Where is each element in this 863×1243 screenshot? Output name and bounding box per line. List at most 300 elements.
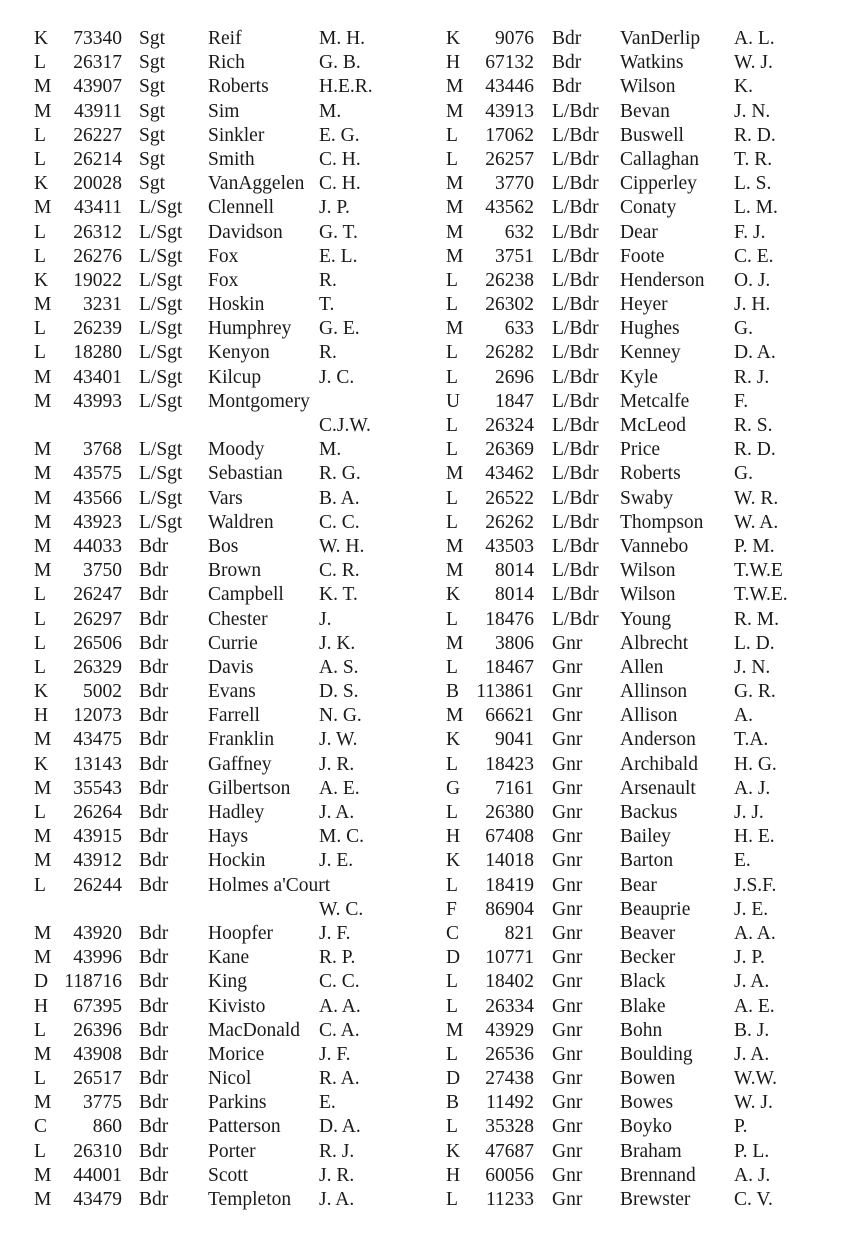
service-prefix: L	[446, 124, 458, 146]
rank: Gnr	[552, 681, 583, 703]
initials: R. D.	[734, 439, 776, 461]
rank: Sgt	[139, 52, 166, 74]
service-number: 26257	[485, 148, 534, 170]
initials: M. H.	[319, 28, 366, 49]
service-number: 9041	[495, 729, 534, 751]
service-number: 3768	[83, 439, 122, 461]
rank: Gnr	[552, 1019, 583, 1041]
surname: Rich	[208, 52, 245, 74]
service-number: 66621	[485, 705, 534, 727]
rank: Sgt	[139, 124, 166, 146]
service-prefix: L	[446, 995, 458, 1017]
service-prefix: M	[446, 560, 464, 582]
service-prefix: M	[446, 705, 464, 727]
service-prefix: M	[34, 197, 52, 219]
initials: M.	[319, 439, 342, 461]
initials: W. C.	[319, 898, 364, 920]
rank: Bdr	[139, 753, 169, 775]
surname: Gaffney	[208, 753, 272, 775]
surname: Watkins	[620, 52, 684, 74]
surname: Anderson	[620, 729, 696, 751]
rank: Bdr	[139, 560, 169, 582]
rank: L/Sgt	[139, 318, 183, 340]
initials: C. C.	[319, 511, 360, 533]
initials: L. S.	[734, 173, 772, 195]
rank: Gnr	[552, 947, 583, 969]
service-prefix: M	[34, 560, 52, 582]
surname: Farrell	[208, 705, 260, 727]
surname: Blake	[620, 995, 666, 1017]
service-prefix: M	[34, 1164, 52, 1186]
service-prefix: M	[34, 463, 52, 485]
surname: Gilbertson	[208, 777, 291, 799]
surname: Kivisto	[208, 995, 266, 1017]
surname: Smith	[208, 148, 255, 170]
rank: Gnr	[552, 1116, 583, 1138]
service-number: 3806	[495, 632, 534, 654]
rank: Sgt	[139, 148, 166, 170]
service-number: 26302	[485, 294, 534, 316]
surname: Brown	[208, 560, 262, 582]
initials: J. F.	[319, 922, 351, 944]
rank: Gnr	[552, 1068, 583, 1090]
initials: M.	[319, 100, 342, 122]
initials: E.	[319, 1092, 336, 1114]
initials: J. K.	[319, 632, 356, 654]
service-prefix: M	[34, 366, 52, 388]
initials: J. P.	[319, 197, 350, 219]
rank: Gnr	[552, 1043, 583, 1065]
service-prefix: L	[34, 1019, 46, 1041]
service-number: 3770	[495, 173, 534, 195]
initials: R. J.	[319, 1140, 355, 1162]
rank: L/Sgt	[139, 390, 183, 412]
service-number: 26310	[73, 1140, 122, 1162]
rank: Sgt	[139, 100, 166, 122]
rank: Bdr	[139, 802, 169, 823]
initials: D. A.	[319, 1116, 361, 1138]
service-prefix: M	[446, 535, 464, 557]
service-prefix: K	[34, 28, 49, 49]
rank: L/Bdr	[552, 318, 599, 340]
service-number: 73340	[73, 28, 122, 49]
service-prefix: M	[446, 173, 464, 195]
surname: Metcalfe	[620, 390, 690, 412]
service-number: 26264	[73, 802, 122, 823]
surname: Hughes	[620, 318, 680, 340]
service-number: 9076	[495, 28, 534, 49]
service-number: 26282	[485, 342, 534, 364]
service-prefix: H	[446, 826, 461, 848]
rank: Sgt	[139, 173, 166, 195]
service-prefix: M	[446, 197, 464, 219]
initials: A. E.	[319, 777, 360, 799]
service-number: 26536	[485, 1043, 534, 1065]
rank: L/Bdr	[552, 294, 599, 316]
rank: Gnr	[552, 802, 583, 823]
service-prefix: K	[34, 173, 49, 195]
service-prefix: H	[446, 1164, 461, 1186]
service-number: 43923	[73, 511, 122, 533]
initials: N. G.	[319, 705, 362, 727]
service-number: 26329	[73, 656, 122, 678]
service-number: 47687	[485, 1140, 534, 1162]
initials: J. A.	[734, 971, 770, 993]
initials: T.W.E	[734, 560, 783, 582]
service-prefix: F	[446, 898, 457, 920]
service-number: 43401	[73, 366, 122, 388]
initials: A. L.	[734, 28, 775, 49]
rank: L/Sgt	[139, 487, 183, 509]
service-prefix: L	[446, 656, 458, 678]
surname: Kenyon	[208, 342, 270, 364]
service-prefix: L	[34, 318, 46, 340]
surname: Black	[620, 971, 666, 993]
surname: VanAggelen	[208, 173, 305, 195]
service-prefix: L	[446, 874, 458, 896]
service-number: 43462	[485, 463, 534, 485]
initials: O. J.	[734, 269, 771, 291]
service-number: 43993	[73, 390, 122, 412]
surname: Reif	[208, 28, 242, 49]
rank: Gnr	[552, 753, 583, 775]
surname: Archibald	[620, 753, 698, 775]
surname: Brennand	[620, 1164, 696, 1186]
rank: L/Sgt	[139, 294, 183, 316]
initials: R. J.	[734, 366, 770, 388]
service-prefix: L	[446, 148, 458, 170]
surname: Price	[620, 439, 661, 461]
service-number: 18476	[485, 608, 534, 630]
service-number: 26297	[73, 608, 122, 630]
initials: K. T.	[319, 584, 358, 606]
service-number: 26522	[485, 487, 534, 509]
service-prefix: M	[446, 100, 464, 122]
service-prefix: L	[446, 802, 458, 823]
surname: Nicol	[208, 1068, 252, 1090]
rank: Bdr	[139, 995, 169, 1017]
service-prefix: M	[446, 318, 464, 340]
rank: L/Sgt	[139, 511, 183, 533]
rank: Bdr	[139, 729, 169, 751]
surname: Scott	[208, 1164, 249, 1186]
surname: Boulding	[620, 1043, 693, 1065]
initials: C. C.	[319, 971, 360, 993]
initials: A. A.	[734, 922, 776, 944]
service-number: 2696	[495, 366, 534, 388]
service-prefix: M	[34, 777, 52, 799]
initials: J. W.	[319, 729, 358, 751]
service-prefix: M	[446, 463, 464, 485]
surname: Roberts	[208, 76, 269, 98]
service-number: 11492	[485, 1092, 534, 1114]
service-number: 113861	[476, 681, 534, 703]
service-number: 5002	[83, 681, 122, 703]
rank: L/Bdr	[552, 221, 599, 243]
surname: Fox	[208, 269, 239, 291]
service-prefix: L	[446, 511, 458, 533]
initials: T.A.	[734, 729, 769, 751]
rank: Sgt	[139, 28, 166, 49]
surname: Wilson	[620, 560, 676, 582]
initials: F.	[734, 390, 749, 412]
service-prefix: L	[34, 52, 46, 74]
initials: B. J.	[734, 1019, 770, 1041]
initials: P. L.	[734, 1140, 770, 1162]
service-number: 18280	[73, 342, 122, 364]
surname: Wilson	[620, 76, 676, 98]
surname: Sim	[208, 100, 240, 122]
surname: Bos	[208, 535, 239, 557]
service-number: 18467	[485, 656, 534, 678]
initials: C. H.	[319, 173, 361, 195]
service-number: 26244	[73, 874, 122, 896]
service-prefix: M	[446, 245, 464, 267]
service-number: 27438	[485, 1068, 534, 1090]
initials: R.	[319, 342, 337, 364]
surname: Montgomery	[208, 390, 310, 412]
rank: Bdr	[139, 584, 169, 606]
service-prefix: L	[446, 269, 458, 291]
surname: Campbell	[208, 584, 284, 606]
service-prefix: L	[34, 802, 46, 823]
rank: Gnr	[552, 826, 583, 848]
initials: J. N.	[734, 100, 771, 122]
service-number: 860	[92, 1116, 122, 1138]
service-prefix: M	[34, 947, 52, 969]
service-number: 20028	[73, 173, 122, 195]
rank: Bdr	[139, 1116, 169, 1138]
service-number: 632	[504, 221, 534, 243]
initials: J. N.	[734, 656, 771, 678]
rank: Gnr	[552, 632, 583, 654]
initials: J. H.	[734, 294, 771, 316]
surname: Becker	[620, 947, 676, 969]
surname: Kane	[208, 947, 250, 969]
service-prefix: C	[446, 922, 460, 944]
surname: Bailey	[620, 826, 671, 848]
initials: W. A.	[734, 511, 779, 533]
surname: Cipperley	[620, 173, 697, 195]
service-prefix: K	[446, 729, 461, 751]
initials: J.	[319, 608, 332, 630]
initials: H. G.	[734, 753, 777, 775]
service-prefix: M	[34, 390, 52, 412]
surname: Bohn	[620, 1019, 663, 1041]
surname: Bowen	[620, 1068, 676, 1090]
rank: Gnr	[552, 850, 583, 872]
surname: Bevan	[620, 100, 670, 122]
surname: Wilson	[620, 584, 676, 606]
surname: Young	[620, 608, 672, 630]
rank: Bdr	[139, 971, 169, 993]
rank: L/Sgt	[139, 342, 183, 364]
rank: Gnr	[552, 729, 583, 751]
surname: Humphrey	[208, 318, 292, 340]
initials: G. E.	[319, 318, 360, 340]
rank: L/Bdr	[552, 511, 599, 533]
initials: W. H.	[319, 535, 365, 557]
initials: R. D.	[734, 124, 776, 146]
rank: Bdr	[139, 874, 169, 896]
surname: Heyer	[620, 294, 668, 316]
surname: Braham	[620, 1140, 682, 1162]
service-number: 11233	[485, 1189, 534, 1210]
rank: Gnr	[552, 1092, 583, 1114]
initials: R. G.	[319, 463, 361, 485]
initials: C. A.	[319, 1019, 360, 1041]
surname: Hadley	[208, 802, 265, 823]
rank: Gnr	[552, 1140, 583, 1162]
service-prefix: L	[446, 415, 458, 436]
surname: King	[208, 971, 247, 993]
surname: Foote	[620, 245, 665, 267]
service-prefix: K	[34, 269, 49, 291]
service-prefix: L	[34, 608, 46, 630]
service-prefix: D	[446, 947, 461, 969]
rank: Bdr	[139, 922, 169, 944]
service-prefix: U	[446, 390, 461, 412]
service-number: 44001	[73, 1164, 122, 1186]
surname: VanDerlip	[620, 28, 701, 49]
surname: Barton	[620, 850, 674, 872]
service-number: 17062	[485, 124, 534, 146]
surname: Vars	[208, 487, 243, 509]
rank: L/Bdr	[552, 463, 599, 485]
surname: Holmes a'Court	[208, 874, 331, 896]
rank: Bdr	[139, 1164, 169, 1186]
rank: L/Bdr	[552, 415, 599, 436]
rank: L/Bdr	[552, 535, 599, 557]
service-number: 8014	[495, 584, 534, 606]
rank: Bdr	[139, 1043, 169, 1065]
surname: Clennell	[208, 197, 275, 219]
service-prefix: L	[34, 1140, 46, 1162]
initials: H. E.	[734, 826, 775, 848]
service-number: 14018	[485, 850, 534, 872]
service-number: 3231	[83, 294, 122, 316]
service-number: 19022	[73, 269, 122, 291]
rank: L/Bdr	[552, 584, 599, 606]
initials: R. S.	[734, 415, 773, 436]
service-prefix: L	[446, 608, 458, 630]
rank: L/Bdr	[552, 390, 599, 412]
service-prefix: K	[34, 753, 49, 775]
service-prefix: M	[34, 487, 52, 509]
service-prefix: M	[34, 729, 52, 751]
service-prefix: L	[446, 1116, 458, 1138]
service-prefix: M	[446, 1019, 464, 1041]
surname: Davidson	[208, 221, 283, 243]
service-number: 10771	[485, 947, 534, 969]
rank: Bdr	[139, 656, 169, 678]
surname: Albrecht	[620, 632, 689, 654]
initials: D. S.	[319, 681, 359, 703]
rank: L/Sgt	[139, 269, 183, 291]
initials: J. F.	[319, 1043, 351, 1065]
initials: R. P.	[319, 947, 356, 969]
service-prefix: M	[34, 1092, 52, 1114]
service-number: 43575	[73, 463, 122, 485]
rank: Gnr	[552, 777, 583, 799]
service-prefix: D	[446, 1068, 461, 1090]
initials: M. C.	[319, 826, 364, 848]
service-number: 26334	[485, 995, 534, 1017]
initials: W. J.	[734, 52, 773, 74]
service-number: 26369	[485, 439, 534, 461]
surname: Morice	[208, 1043, 265, 1065]
initials: W. J.	[734, 1092, 773, 1114]
service-number: 26517	[73, 1068, 122, 1090]
surname: Kyle	[620, 366, 658, 388]
rank: Bdr	[139, 947, 169, 969]
surname: Allison	[620, 705, 678, 727]
surname: Boyko	[620, 1116, 673, 1138]
surname: Hays	[208, 826, 249, 848]
service-number: 35328	[485, 1116, 534, 1138]
service-prefix: M	[34, 826, 52, 848]
initials: C. V.	[734, 1189, 773, 1210]
rank: Bdr	[139, 632, 169, 654]
service-number: 67132	[485, 52, 534, 74]
service-number: 43911	[73, 100, 122, 122]
surname: Chester	[208, 608, 268, 630]
service-prefix: M	[446, 632, 464, 654]
service-prefix: B	[446, 681, 460, 703]
rank: Bdr	[139, 850, 169, 872]
initials: J. R.	[319, 753, 355, 775]
rank: L/Bdr	[552, 487, 599, 509]
service-number: 3775	[83, 1092, 122, 1114]
rank: Bdr	[139, 681, 169, 703]
rank: L/Sgt	[139, 221, 183, 243]
service-number: 118716	[64, 971, 122, 993]
service-prefix: L	[34, 584, 46, 606]
service-number: 67395	[73, 995, 122, 1017]
rank: Sgt	[139, 76, 166, 98]
surname: Franklin	[208, 729, 275, 751]
initials: A.	[734, 705, 753, 727]
initials: L. D.	[734, 632, 775, 654]
surname: Beauprie	[620, 898, 691, 920]
initials: C.J.W.	[319, 415, 371, 436]
service-number: 43566	[73, 487, 122, 509]
service-number: 43562	[485, 197, 534, 219]
service-prefix: L	[446, 1043, 458, 1065]
initials: D. A.	[734, 342, 776, 364]
rank: Bdr	[139, 1140, 169, 1162]
service-number: 43475	[73, 729, 122, 751]
rank: Bdr	[139, 535, 169, 557]
service-number: 43479	[73, 1189, 122, 1210]
service-prefix: L	[34, 245, 46, 267]
service-prefix: M	[446, 76, 464, 98]
service-number: 26227	[73, 124, 122, 146]
initials: P.	[734, 1116, 748, 1138]
rank: Bdr	[139, 1189, 169, 1210]
rank: Gnr	[552, 922, 583, 944]
service-prefix: H	[34, 705, 49, 727]
service-prefix: L	[446, 366, 458, 388]
rank: L/Bdr	[552, 148, 599, 170]
service-number: 43912	[73, 850, 122, 872]
service-number: 26239	[73, 318, 122, 340]
surname: Buswell	[620, 124, 684, 146]
initials: G.	[734, 463, 753, 485]
service-prefix: K	[34, 681, 49, 703]
service-number: 7161	[495, 777, 534, 799]
surname: Callaghan	[620, 148, 700, 170]
